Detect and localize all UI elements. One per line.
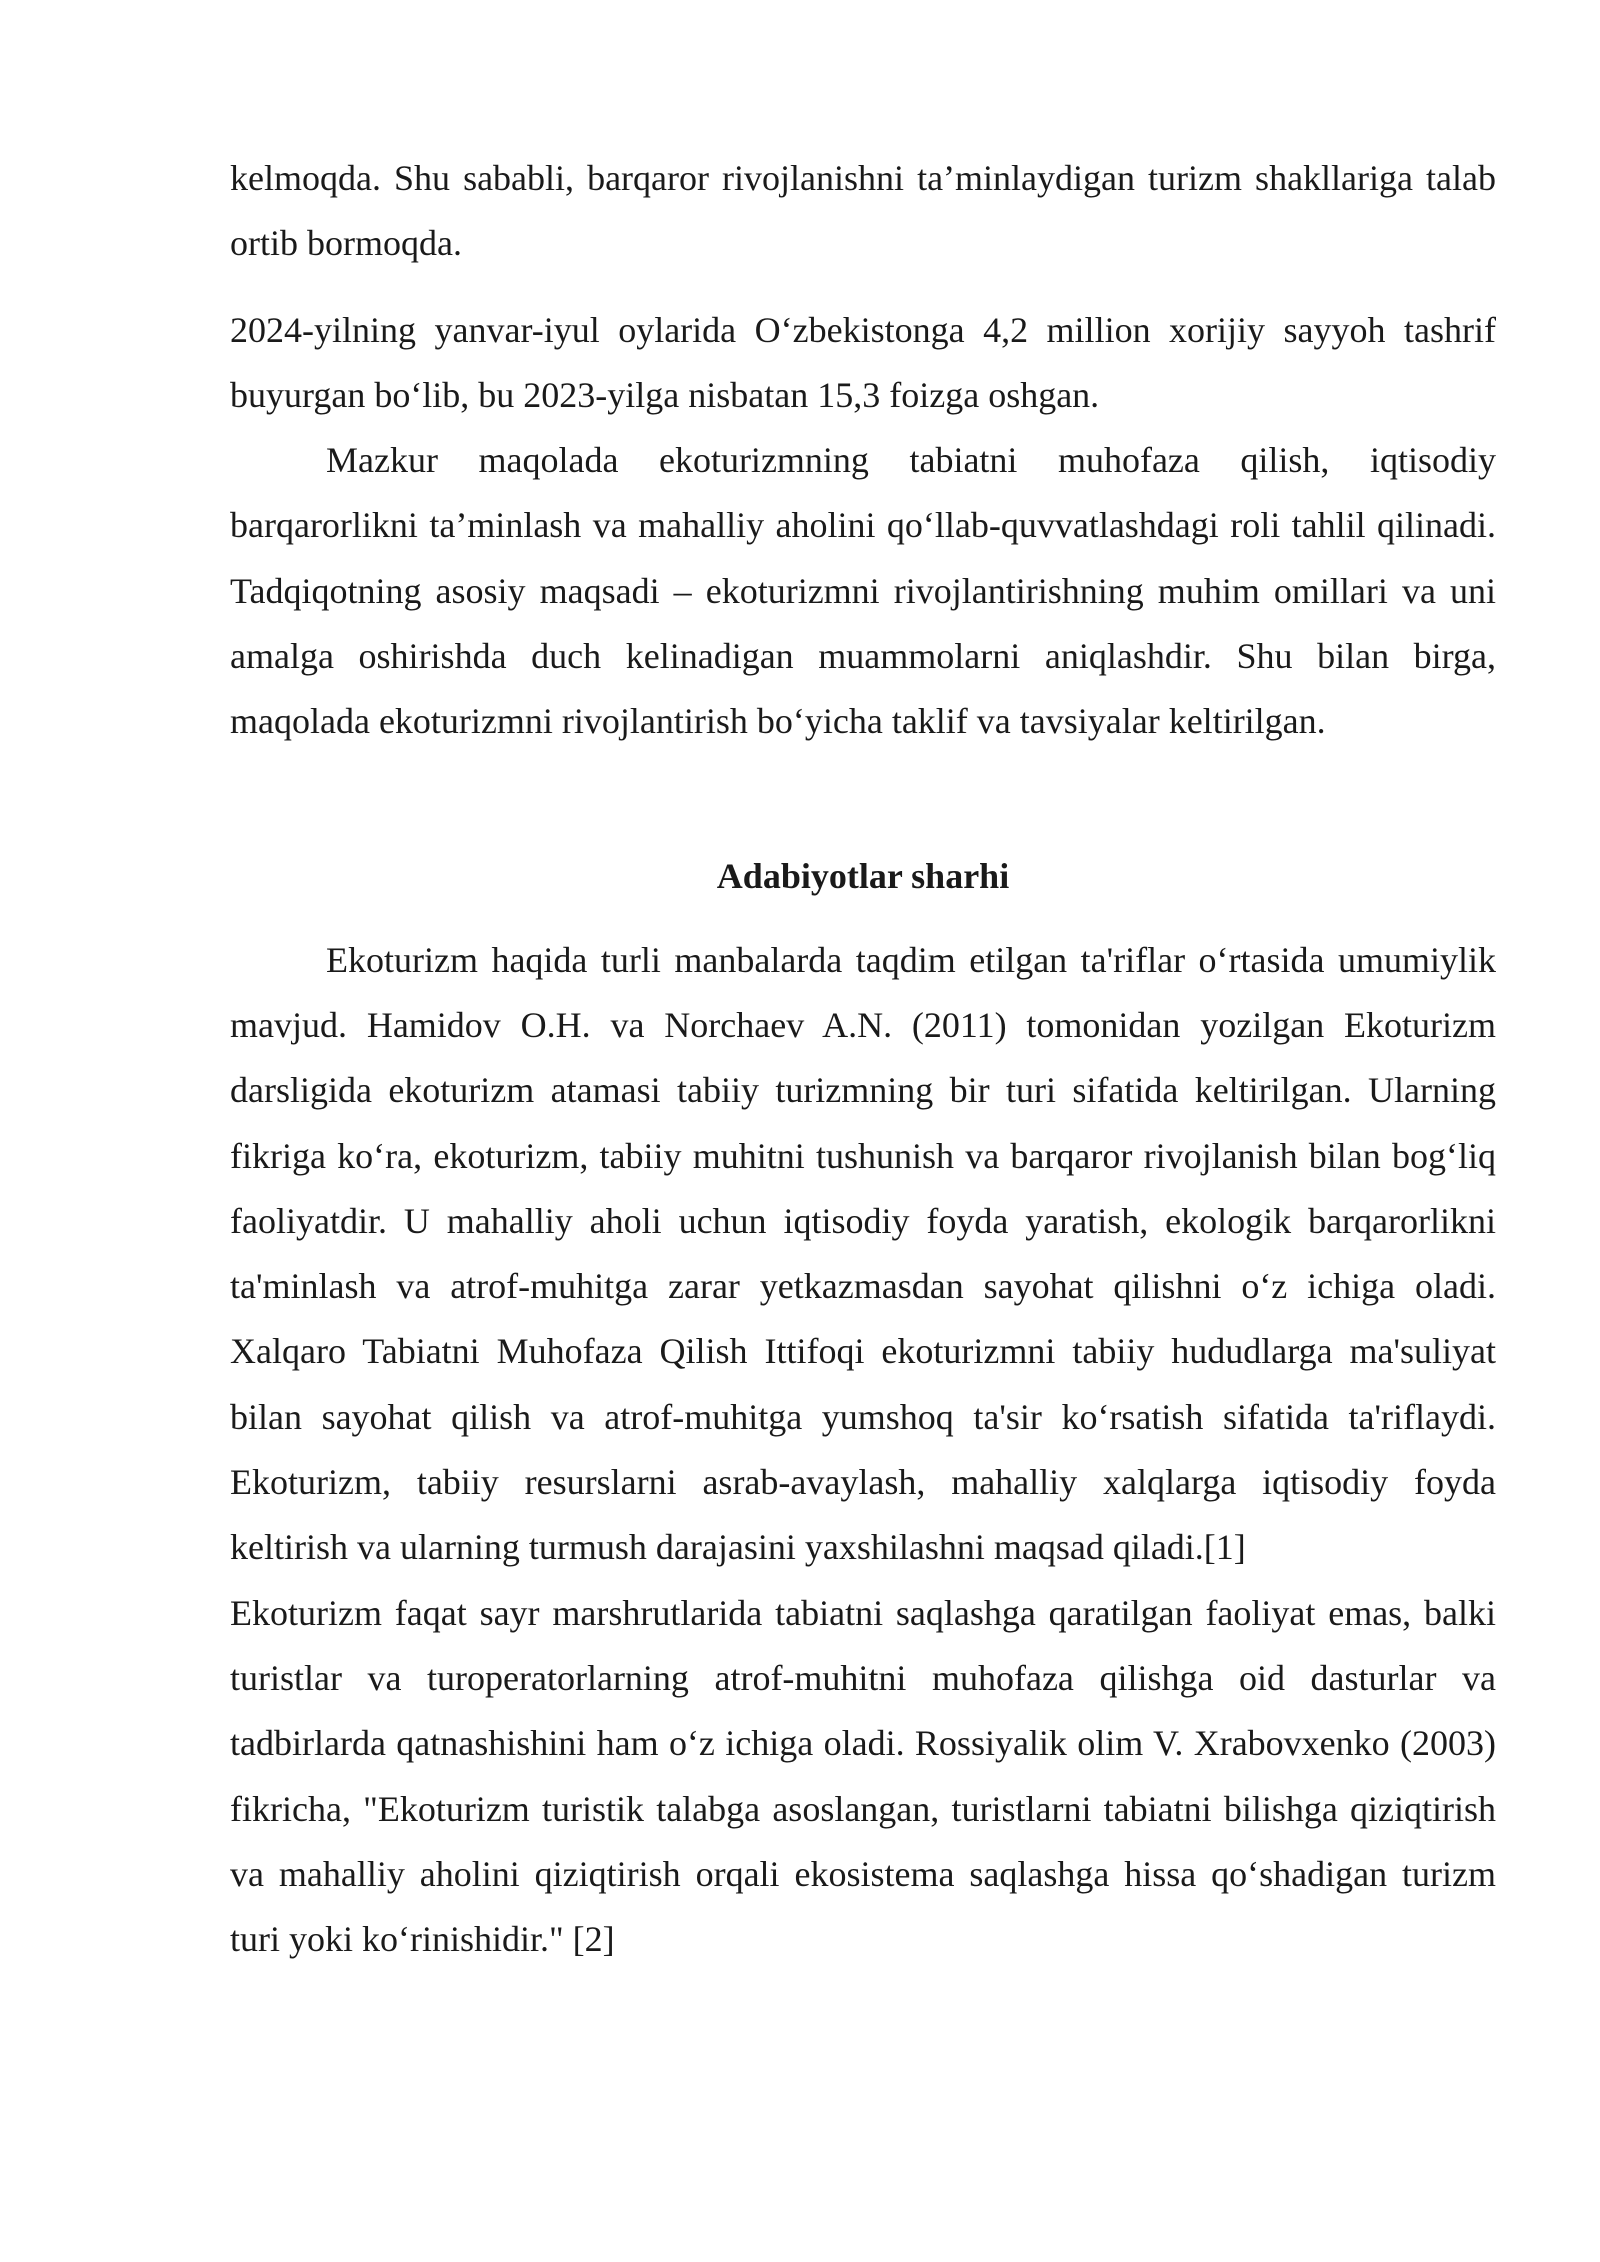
document-body bbox=[230, 146, 1496, 1972]
paragraph-continuation: kelmoqda. Shu sababli, barqaror rivojlanishni ta’minlaydigan turizm shakllariga talab ortib bormoqda. bbox=[230, 158, 1496, 264]
section-heading-literature-review: Adabiyotlar sharhi bbox=[716, 855, 1010, 896]
paragraph-article-purpose: Mazkur maqolada ekoturizmning tabiatni muhofaza qilish, iqtisodiy barqarorlikni ta’minlash va mahalliy aholini qo‘llab-quvvatlashdagi roli tahlil qilinadi. Tadqiqotning asosiy maqsadi – ekoturizmni rivojlantirishning muhim omillari va uni amalga oshirishda duch kelinadigan muammolarni aniqlashdir. Shu bilan birga, maqolada ekoturizmni rivojlantirish bo‘yicha taklif va tavsiyalar keltirilgan. bbox=[230, 440, 1496, 742]
paragraph-ecotourism-activities: Ekoturizm faqat sayr marshrutlarida tabiatni saqlashga qaratilgan faoliyat emas, balki turistlar va turoperatorlarning atrof-muhitni muhofaza qilishga oid dasturlar va tadbirlarda qatnashishini ham o‘z ichiga oladi. Rossiyalik olim V. Xrabovxenko (2003) fikricha, "Ekoturizm turistik talabga asoslangan, turistlarni tabiatni bilishga qiziqtirish va mahalliy aholini qiziqtirish orqali ekosistema saqlashga hissa qo‘shadigan turizm turi yoki ko‘rinishidir." [2] bbox=[230, 1592, 1496, 1960]
paragraph-ecotourism-definitions: Ekoturizm haqida turli manbalarda taqdim etilgan ta'riflar o‘rtasida umumiylik mavjud. Hamidov O.H. va Norchaev A.N. (2011) tomonidan yozilgan Ekoturizm darsligida ekoturizm atamasi tabiiy turizmning bir turi sifatida keltirilgan. Ularning fikriga ko‘ra, ekoturizm, tabiiy muhitni tushunish va barqaror rivojlanish bilan bog‘liq faoliyatdir. U mahalliy aholi uchun iqtisodiy foyda yaratish, ekologik barqarorlikni ta'minlash va atrof-muhitga zarar yetkazmasdan sayohat qilishni o‘z ichiga oladi. Xalqaro Tabiatni Muhofaza Qilish Ittifoqi ekoturizmni tabiiy hududlarga ma'suliyat bilan sayohat qilish va atrof-muhitga yumshoq ta'sir ko‘rsatish sifatida ta'riflaydi. Ekoturizm, tabiiy resurslarni asrab-avaylash, mahalliy xalqlarga iqtisodiy foyda keltirish va ularning turmush darajasini yaxshilashni maqsad qiladi.[1] bbox=[230, 939, 1496, 1568]
paragraph-tourist-statistics: 2024-yilning yanvar-iyul oylarida O‘zbekistonga 4,2 million xorijiy sayyoh tashrif buyurgan bo‘lib, bu 2023-yilga nisbatan 15,3 foizga oshgan. bbox=[230, 309, 1496, 415]
